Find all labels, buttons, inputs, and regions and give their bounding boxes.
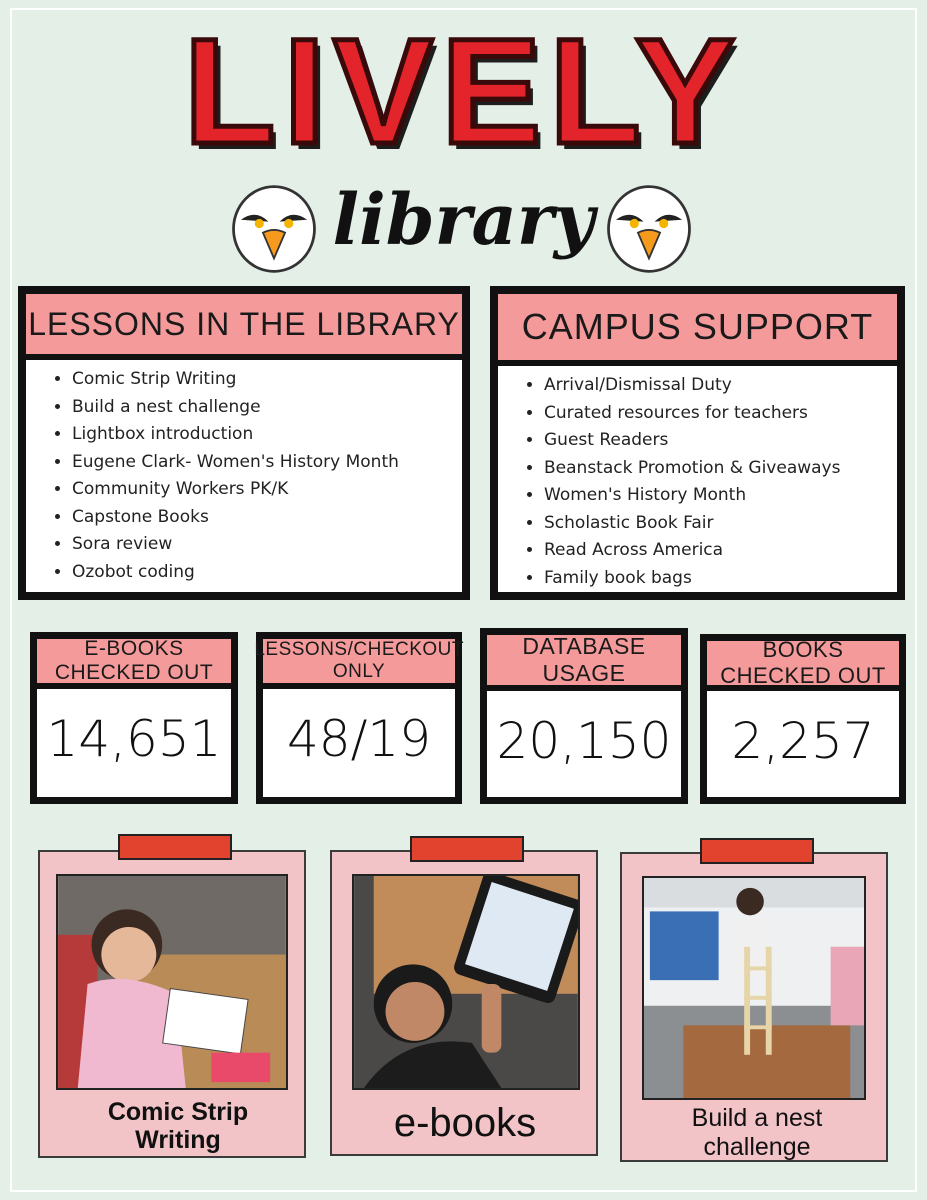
- list-item: • Eugene Clark- Women's History Month: [72, 449, 462, 477]
- stat-value: 48/19: [286, 710, 432, 768]
- tape-strip: [700, 838, 814, 864]
- list-item: • Guest Readers: [544, 427, 897, 455]
- stat-books: [700, 634, 906, 804]
- photo-caption: Build a nest challenge: [691, 1104, 823, 1161]
- stat-value: 14,651: [46, 710, 222, 768]
- list-item: • Ozobot coding: [72, 559, 462, 587]
- photo-comic-strip: [56, 874, 288, 1090]
- list-item: • Beanstack Promotion & Giveaways: [544, 455, 897, 483]
- campus-heading: CAMPUS SUPPORT: [498, 294, 897, 366]
- photo-caption: Comic Strip Writing: [107, 1098, 249, 1154]
- campus-list: [498, 366, 897, 592]
- photo-caption: e-books: [393, 1101, 537, 1145]
- list-item: • Community Workers PK/K: [72, 476, 462, 504]
- stat-label: LESSONS/CHECKOUT ONLY: [263, 639, 455, 689]
- page-title: LIVELY: [183, 7, 744, 175]
- stat-ebooks: [30, 632, 238, 804]
- list-item: • Family book bags: [544, 565, 897, 593]
- stat-label: E-BOOKS CHECKED OUT: [37, 639, 231, 689]
- page-subtitle: library: [332, 178, 595, 261]
- list-item: • Curated resources for teachers: [544, 400, 897, 428]
- tape-strip: [118, 834, 232, 860]
- stat-value: 20,150: [496, 712, 672, 770]
- stat-database: [480, 628, 688, 804]
- list-item: • Scholastic Book Fair: [544, 510, 897, 538]
- list-item: • Comic Strip Writing: [72, 366, 462, 394]
- list-item: • Read Across America: [544, 537, 897, 565]
- stat-label: BOOKS CHECKED OUT: [707, 641, 899, 691]
- list-item: • Arrival/Dismissal Duty: [544, 372, 897, 400]
- list-item: • Lightbox introduction: [72, 421, 462, 449]
- campus-panel: [490, 286, 905, 600]
- stat-label: DATABASE USAGE: [487, 635, 681, 691]
- lessons-panel: [18, 286, 470, 600]
- photo-ebooks: [352, 874, 580, 1090]
- list-item: • Sora review: [72, 531, 462, 559]
- list-item: • Capstone Books: [72, 504, 462, 532]
- lessons-list: [26, 360, 462, 586]
- eagle-mascot-icon: [603, 183, 695, 275]
- tape-strip: [410, 836, 524, 862]
- photo-build-nest: [642, 876, 866, 1100]
- stat-value: 2,257: [731, 712, 875, 770]
- list-item: • Build a nest challenge: [72, 394, 462, 422]
- stat-lessons: [256, 632, 462, 804]
- lessons-heading: LESSONS IN THE LIBRARY: [26, 294, 462, 360]
- list-item: • Women's History Month: [544, 482, 897, 510]
